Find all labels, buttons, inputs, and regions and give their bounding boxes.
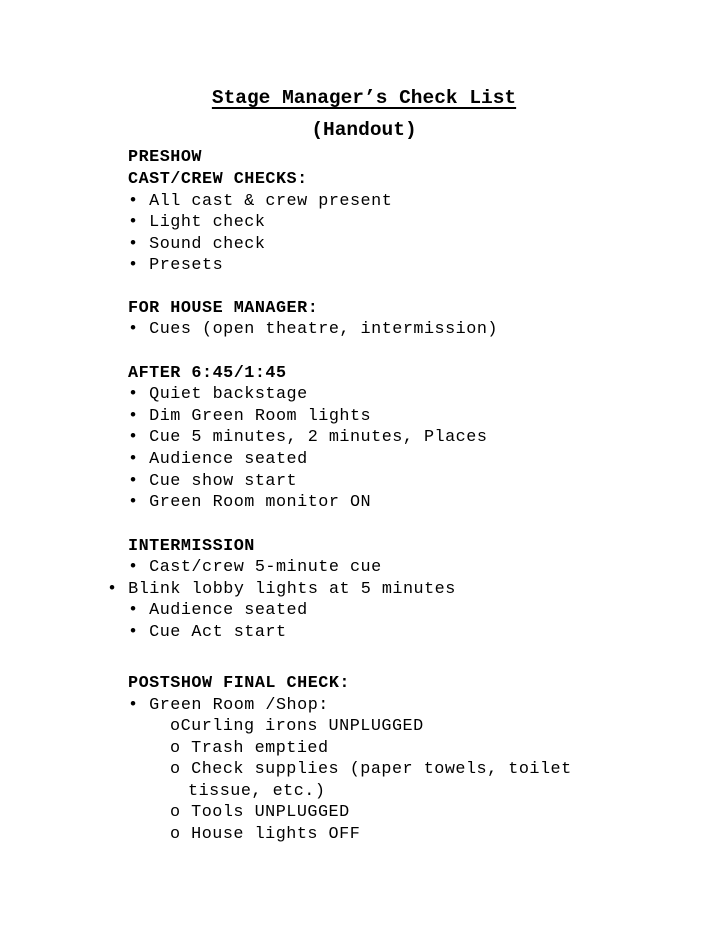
list-item: • All cast & crew present bbox=[128, 192, 393, 211]
sub-list-item: o Tools UNPLUGGED bbox=[170, 803, 350, 822]
list-item: • Sound check bbox=[128, 235, 266, 254]
sub-list-item: oCurling irons UNPLUGGED bbox=[170, 717, 424, 736]
list-item: • Audience seated bbox=[128, 450, 308, 469]
sub-list-item: o Trash emptied bbox=[170, 739, 329, 758]
list-item: • Presets bbox=[128, 256, 224, 275]
sub-list-item: o House lights OFF bbox=[170, 825, 361, 844]
list-item: • Dim Green Room lights bbox=[128, 407, 372, 426]
postshow-heading: POSTSHOW FINAL CHECK: bbox=[128, 674, 350, 693]
list-item: • Quiet backstage bbox=[128, 385, 308, 404]
intermission-heading: INTERMISSION bbox=[128, 537, 255, 556]
list-item: • Green Room monitor ON bbox=[128, 493, 372, 512]
list-item: • Cue 5 minutes, 2 minutes, Places bbox=[128, 428, 488, 447]
list-item: • Cue show start bbox=[128, 472, 298, 491]
page-subtitle: (Handout) bbox=[311, 119, 417, 141]
list-item: • Audience seated bbox=[128, 601, 308, 620]
sub-list-item: o Check supplies (paper towels, toilet bbox=[170, 760, 572, 779]
sub-list-item: tissue, etc.) bbox=[188, 782, 326, 801]
list-item: • Green Room /Shop: bbox=[128, 696, 329, 715]
list-item: • Blink lobby lights at 5 minutes bbox=[107, 580, 456, 599]
list-item: • Cue Act start bbox=[128, 623, 287, 642]
page-title: Stage Manager’s Check List bbox=[211, 87, 517, 109]
list-item: • Cues (open theatre, intermission) bbox=[128, 320, 498, 339]
after-heading: AFTER 6:45/1:45 bbox=[128, 364, 287, 383]
preshow-heading: PRESHOW bbox=[128, 148, 202, 167]
list-item: • Cast/crew 5-minute cue bbox=[128, 558, 382, 577]
house-manager-heading: FOR HOUSE MANAGER: bbox=[128, 299, 319, 318]
list-item: • Light check bbox=[128, 213, 266, 232]
cast-crew-checks-heading: CAST/CREW CHECKS: bbox=[128, 170, 308, 189]
